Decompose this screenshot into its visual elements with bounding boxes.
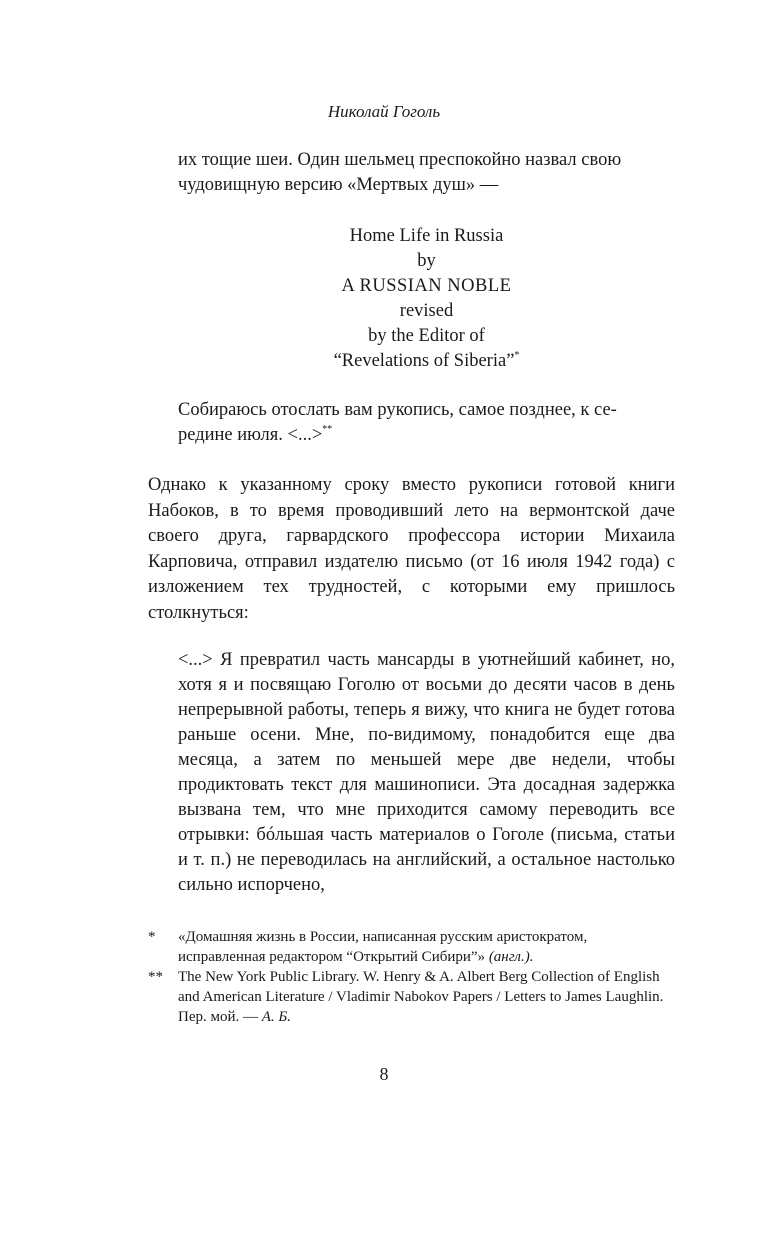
footnote-1-text: «Домашняя жизнь в России, написанная русским аристократом, исправленная редактором “Открытий Сибири”» — [178, 929, 588, 965]
quote-end-line-2-text: редине июля. <...> — [178, 425, 323, 445]
letter-quote: <...> Я превратил часть мансарды в уютнейший кабинет, но, хотя я и посвящаю Гоголю от восьми до десяти часов в день непрерывной работы, теперь я вижу, что книга не будет готова раньше осени. Мне, по-видимому, понадобится еще два месяца, а затем по меньшей мере две недели, чтобы продиктовать текст для машинописи. Эта досадная задержка вызвана тем, что мне приходится самому переводить все отрывки: бóльшая часть материалов о Гоголе (письма, статьи и т. п.) не переводилась на английский, а остальное настолько сильно испорчено, — [178, 650, 675, 895]
title-line-6-text: “Revelations of Siberia” — [333, 351, 515, 371]
footnote-2-note: А. Б. — [261, 1009, 292, 1025]
title-line-2: by — [417, 251, 436, 271]
footnote-1-mark: * — [148, 929, 156, 945]
quote-end-line-1: Собираюсь отослать вам рукопись, самое позднее, к се- — [178, 400, 617, 420]
quote-intro-line-2: чудовищную версию «Мертвых душ» — — [178, 175, 499, 195]
footnote-ref-1: * — [514, 350, 520, 361]
footnote-1 — [148, 927, 675, 967]
footnote-2-mark: ** — [148, 969, 163, 985]
title-line-3: A RUSSIAN NOBLE — [341, 276, 512, 296]
quote-intro-end — [178, 398, 675, 448]
footnote-2-text: The New York Public Library. W. Henry & A. Albert Berg Collection of English and American Literature / Vladimir Nabokov Papers / Letters to James Laughlin. Пер. мой. — — [178, 969, 664, 1025]
quote-intro-line-1: их тощие шеи. Один шельмец преспокойно назвал свою — [178, 150, 622, 170]
quote-end-line-2 — [178, 423, 675, 448]
running-head: Николай Гоголь — [327, 102, 441, 121]
footnote-ref-2: ** — [322, 424, 333, 435]
footnote-2 — [148, 967, 675, 1027]
title-line-1: Home Life in Russia — [349, 226, 504, 246]
title-line-4: revised — [399, 301, 454, 321]
page-number: 8 — [379, 1064, 389, 1084]
main-paragraph: Однако к указанному сроку вместо рукописи готовой книги Набоков, в то время проводивший лето на вермонтской даче своего друга, гарвардского профессора истории Михаила Карповича, отправил издателю письмо (от 16 июля 1942 года) с изложением тех трудностей, с которыми ему пришлось столкнуться: — [148, 475, 675, 623]
quote-intro — [178, 148, 675, 198]
footnotes — [148, 927, 675, 1027]
title-line-5: by the Editor of — [368, 326, 485, 346]
footnote-1-note: (англ.). — [488, 949, 534, 965]
title-line-6 — [178, 349, 675, 374]
book-title-block — [178, 224, 675, 374]
